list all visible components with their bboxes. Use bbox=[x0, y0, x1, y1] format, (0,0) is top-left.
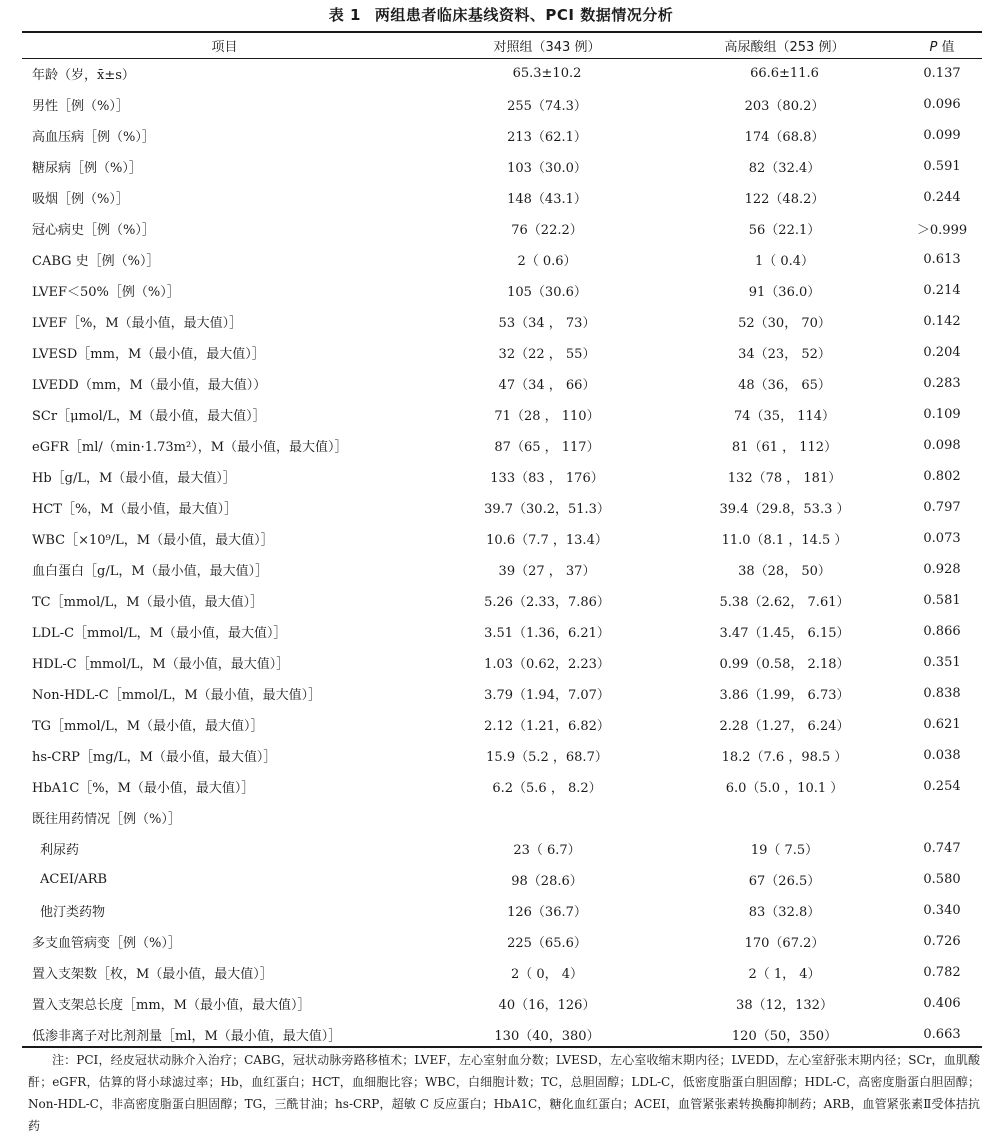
table-row bbox=[22, 616, 982, 647]
row-high-uric-value: 174（68.8） bbox=[744, 130, 825, 145]
row-high-uric-value: 6.0（5.0 ，10.1 ） bbox=[725, 781, 844, 796]
row-high-uric-value: 11.0（8.1 ，14.5 ） bbox=[721, 533, 848, 548]
row-high-uric-value: 132（78 ， 181） bbox=[727, 471, 842, 486]
row-p-value: 0.782 bbox=[923, 965, 961, 980]
row-control-value: 225（65.6） bbox=[507, 936, 587, 951]
row-p-value: 0.099 bbox=[923, 128, 961, 143]
row-p-value: 0.580 bbox=[923, 872, 961, 887]
row-control-value: 3.79（1.94，7.07） bbox=[484, 688, 610, 703]
header-control-group: 对照组（343 例） bbox=[493, 39, 601, 55]
row-item: HDL-C［mmol/L，M（最小值，最大值）］ bbox=[32, 657, 290, 672]
row-high-uric-value: 2（ 1， 4） bbox=[748, 967, 821, 982]
row-p-value: 0.096 bbox=[923, 97, 961, 112]
row-item: 吸烟［例（%）］ bbox=[32, 192, 129, 207]
row-item: Non-HDL-C［mmol/L，M（最小值，最大值）］ bbox=[32, 688, 322, 703]
row-item: Hb［g/L，M（最小值，最大值）］ bbox=[32, 471, 236, 486]
table-row bbox=[22, 895, 982, 926]
row-item: 置入支架数［枚，M（最小值，最大值）］ bbox=[32, 967, 273, 982]
row-high-uric-value: 74（35， 114） bbox=[733, 409, 836, 424]
row-p-value: 0.802 bbox=[923, 469, 961, 484]
row-item: 低渗非离子对比剂剂量［ml，M（最小值，最大值）］ bbox=[32, 1029, 342, 1044]
row-item: HbA1C［%，M（最小值，最大值）］ bbox=[32, 781, 255, 796]
header-row bbox=[22, 32, 982, 58]
row-item: TG［mmol/L，M（最小值，最大值）］ bbox=[32, 719, 264, 734]
row-p-value: ＞0.999 bbox=[916, 223, 968, 238]
table-row bbox=[22, 213, 982, 244]
row-control-value: 15.9（5.2 ，68.7） bbox=[486, 750, 608, 765]
row-control-value: 2（ 0， 4） bbox=[510, 967, 584, 982]
row-item: LVEF＜50%［例（%）］ bbox=[32, 285, 180, 300]
row-high-uric-value: 0.99（0.58， 2.18） bbox=[719, 657, 850, 672]
row-item: 冠心病史［例（%）］ bbox=[32, 223, 155, 238]
table-row bbox=[22, 430, 982, 461]
row-control-value: 40（16，126） bbox=[498, 998, 596, 1013]
baseline-table bbox=[22, 32, 982, 1050]
table-row bbox=[22, 988, 982, 1019]
row-high-uric-value: 122（48.2） bbox=[744, 192, 825, 207]
row-high-uric-value: 82（32.4） bbox=[748, 161, 821, 176]
row-item: 利尿药 bbox=[40, 843, 80, 858]
table-row bbox=[22, 864, 982, 895]
row-control-value: 130（40，380） bbox=[494, 1029, 600, 1044]
row-control-value: 23（ 6.7） bbox=[513, 843, 581, 858]
table-row bbox=[22, 554, 982, 585]
row-p-value: 0.866 bbox=[923, 624, 961, 639]
table-body bbox=[22, 58, 982, 1050]
row-p-value: 0.406 bbox=[923, 996, 961, 1011]
table-row bbox=[22, 399, 982, 430]
table-row bbox=[22, 368, 982, 399]
row-p-value: 0.928 bbox=[923, 562, 961, 577]
row-p-value: 0.613 bbox=[923, 252, 961, 267]
row-high-uric-value: 19（ 7.5） bbox=[750, 843, 819, 858]
row-control-value: 10.6（7.7 ，13.4） bbox=[486, 533, 608, 548]
row-p-value: 0.351 bbox=[923, 655, 961, 670]
row-item: LDL-C［mmol/L，M（最小值，最大值）］ bbox=[32, 626, 287, 641]
row-high-uric-value: 5.38（2.62， 7.61） bbox=[719, 595, 850, 610]
table-row bbox=[22, 337, 982, 368]
row-high-uric-value: 91（36.0） bbox=[748, 285, 821, 300]
row-control-value: 87（65 ， 117） bbox=[494, 440, 600, 455]
row-item: 既往用药情况［例（%）］ bbox=[32, 812, 181, 827]
row-item: 糖尿病［例（%）］ bbox=[32, 161, 142, 176]
row-high-uric-value: 170（67.2） bbox=[744, 936, 825, 951]
row-control-value: 1.03（0.62，2.23） bbox=[484, 657, 610, 672]
table-row bbox=[22, 275, 982, 306]
header-item: 项目 bbox=[211, 39, 238, 55]
table-row bbox=[22, 957, 982, 988]
row-item: hs-CRP［mg/L，M（最小值，最大值）］ bbox=[32, 750, 277, 765]
row-high-uric-value: 83（32.8） bbox=[748, 905, 821, 920]
row-control-value: 65.3±10.2 bbox=[512, 66, 582, 81]
row-high-uric-value: 67（26.5） bbox=[748, 874, 821, 889]
row-p-value: 0.038 bbox=[923, 748, 961, 763]
row-item: CABG 史［例（%）］ bbox=[32, 254, 160, 269]
row-control-value: 53（34 ， 73） bbox=[498, 316, 596, 331]
row-item: 他汀类药物 bbox=[40, 905, 106, 920]
row-item: LVEDD（mm，M（最小值，最大值）） bbox=[32, 378, 267, 393]
row-p-value: 0.581 bbox=[923, 593, 961, 608]
row-high-uric-value: 2.28（1.27， 6.24） bbox=[719, 719, 850, 734]
table-row bbox=[22, 151, 982, 182]
table-caption bbox=[0, 4, 1002, 25]
row-high-uric-value: 203（80.2） bbox=[744, 99, 825, 114]
row-p-value: 0.204 bbox=[923, 345, 961, 360]
table-row bbox=[22, 926, 982, 957]
table-row bbox=[22, 802, 982, 833]
row-item: 置入支架总长度［mm，M（最小值，最大值）］ bbox=[32, 998, 311, 1013]
row-item: LVESD［mm，M（最小值，最大值）］ bbox=[32, 347, 265, 362]
row-p-value: 0.214 bbox=[923, 283, 961, 298]
row-p-value: 0.073 bbox=[923, 531, 961, 546]
table-row bbox=[22, 833, 982, 864]
row-item: 年龄（岁，x̄±s） bbox=[32, 68, 135, 83]
row-item: 高血压病［例（%）］ bbox=[32, 130, 155, 145]
row-high-uric-value: 3.86（1.99， 6.73） bbox=[719, 688, 850, 703]
table-row bbox=[22, 523, 982, 554]
table-row bbox=[22, 678, 982, 709]
table-row bbox=[22, 492, 982, 523]
row-control-value: 47（34 ， 66） bbox=[498, 378, 596, 393]
bottom-rule bbox=[22, 1046, 982, 1048]
table-row bbox=[22, 709, 982, 740]
row-control-value: 255（74.3） bbox=[507, 99, 587, 114]
row-high-uric-value: 38（28， 50） bbox=[738, 564, 831, 579]
table-row bbox=[22, 58, 982, 89]
row-high-uric-value: 52（30， 70） bbox=[738, 316, 831, 331]
row-item: eGFR［ml/（min·1.73m²），M（最小值，最大值）］ bbox=[32, 440, 348, 455]
table-row bbox=[22, 740, 982, 771]
row-item: LVEF［%，M（最小值，最大值）］ bbox=[32, 316, 243, 331]
row-high-uric-value: 66.6±11.6 bbox=[750, 66, 819, 81]
row-high-uric-value bbox=[667, 802, 902, 833]
row-p-value: 0.726 bbox=[923, 934, 961, 949]
row-high-uric-value: 120（50，350） bbox=[731, 1029, 838, 1044]
row-high-uric-value: 39.4（29.8，53.3 ） bbox=[719, 502, 850, 517]
row-high-uric-value: 18.2（7.6 ，98.5 ） bbox=[721, 750, 848, 765]
row-control-value: 32（22 ， 55） bbox=[498, 347, 596, 362]
row-p-value: 0.283 bbox=[923, 376, 961, 391]
row-control-value: 39（27 ， 37） bbox=[498, 564, 596, 579]
row-control-value: 105（30.6） bbox=[507, 285, 587, 300]
row-control-value: 71（28 ， 110） bbox=[494, 409, 600, 424]
table-row bbox=[22, 120, 982, 151]
row-control-value: 39.7（30.2，51.3） bbox=[484, 502, 610, 517]
row-p-value: 0.142 bbox=[923, 314, 961, 329]
row-control-value bbox=[427, 802, 667, 833]
row-item: SCr［μmol/L，M（最小值，最大值）］ bbox=[32, 409, 266, 424]
table-row bbox=[22, 244, 982, 275]
table-row bbox=[22, 89, 982, 120]
row-item: 男性［例（%）］ bbox=[32, 99, 129, 114]
row-item: 血白蛋白［g/L，M（最小值，最大值）］ bbox=[32, 564, 269, 579]
row-item: ACEI/ARB bbox=[40, 872, 108, 887]
row-item: 多支血管病变［例（%）］ bbox=[32, 936, 181, 951]
row-item: TC［mmol/L，M（最小值，最大值）］ bbox=[32, 595, 264, 610]
row-p-value: 0.838 bbox=[923, 686, 961, 701]
row-p-value: 0.591 bbox=[923, 159, 961, 174]
row-high-uric-value: 1（ 0.4） bbox=[754, 254, 815, 269]
row-high-uric-value: 3.47（1.45， 6.15） bbox=[719, 626, 850, 641]
row-p-value: 0.137 bbox=[923, 66, 961, 81]
row-p-value: 0.109 bbox=[923, 407, 961, 422]
row-p-value bbox=[902, 802, 982, 833]
row-control-value: 5.26（2.33，7.86） bbox=[484, 595, 610, 610]
row-control-value: 126（36.7） bbox=[507, 905, 587, 920]
table-row bbox=[22, 647, 982, 678]
table-row bbox=[22, 182, 982, 213]
table-row bbox=[22, 585, 982, 616]
row-control-value: 2.12（1.21，6.82） bbox=[484, 719, 610, 734]
table-row bbox=[22, 771, 982, 802]
row-high-uric-value: 56（22.1） bbox=[748, 223, 821, 238]
table-number: 表 1 bbox=[328, 6, 361, 24]
row-control-value: 98（28.6） bbox=[511, 874, 583, 889]
row-control-value: 2（ 0.6） bbox=[517, 254, 577, 269]
p-symbol: P bbox=[929, 39, 938, 55]
row-item: WBC［×10⁹/L，M（最小值，最大值）］ bbox=[32, 533, 274, 548]
row-high-uric-value: 38（12，132） bbox=[736, 998, 833, 1013]
header-p-value bbox=[902, 32, 982, 58]
row-control-value: 148（43.1） bbox=[507, 192, 587, 207]
row-control-value: 6.2（5.6 ， 8.2） bbox=[492, 781, 602, 796]
row-p-value: 0.747 bbox=[923, 841, 961, 856]
p-suffix: 值 bbox=[937, 39, 955, 55]
row-item: HCT［%，M（最小值，最大值）］ bbox=[32, 502, 238, 517]
row-control-value: 3.51（1.36，6.21） bbox=[484, 626, 610, 641]
row-p-value: 0.797 bbox=[923, 500, 961, 515]
row-control-value: 76（22.2） bbox=[511, 223, 583, 238]
row-p-value: 0.663 bbox=[923, 1027, 961, 1042]
row-high-uric-value: 34（23， 52） bbox=[738, 347, 831, 362]
row-p-value: 0.098 bbox=[923, 438, 961, 453]
row-p-value: 0.621 bbox=[923, 717, 961, 732]
table-row bbox=[22, 461, 982, 492]
row-p-value: 0.254 bbox=[923, 779, 961, 794]
row-p-value: 0.244 bbox=[923, 190, 961, 205]
row-high-uric-value: 81（61 ， 112） bbox=[731, 440, 838, 455]
header-high-uric-group: 高尿酸组（253 例） bbox=[724, 39, 845, 55]
row-control-value: 103（30.0） bbox=[507, 161, 587, 176]
table-footnote: 注：PCI，经皮冠状动脉介入治疗；CABG，冠状动脉旁路移植术；LVEF，左心室射血分数；LVESD，左心室收缩末期内径；LVEDD，左心室舒张末期内径；SCr，血肌酸酐；eGFR，估算的肾小球滤过率；Hb，血红蛋白；HCT，血细胞比容；WBC，白细胞计数；TC，总胆固醇；LDL-C，低密度脂蛋白胆固醇；HDL-C，高密度脂蛋白胆固醇；Non-HDL-C，非高密度脂蛋白胆固醇；TG，三酰甘油；hs-CRP，超敏 C 反应蛋白；HbA1C，糖化血红蛋白；ACEI，血管紧张素转换酶抑制药；ARB，血管紧张素Ⅱ受体拮抗药 bbox=[28, 1053, 980, 1133]
row-p-value: 0.340 bbox=[923, 903, 961, 918]
table-row bbox=[22, 306, 982, 337]
table-title: 两组患者临床基线资料、PCI 数据情况分析 bbox=[374, 6, 674, 24]
row-control-value: 213（62.1） bbox=[507, 130, 587, 145]
row-control-value: 133（83 ， 176） bbox=[490, 471, 604, 486]
row-high-uric-value: 48（36， 65） bbox=[738, 378, 831, 393]
